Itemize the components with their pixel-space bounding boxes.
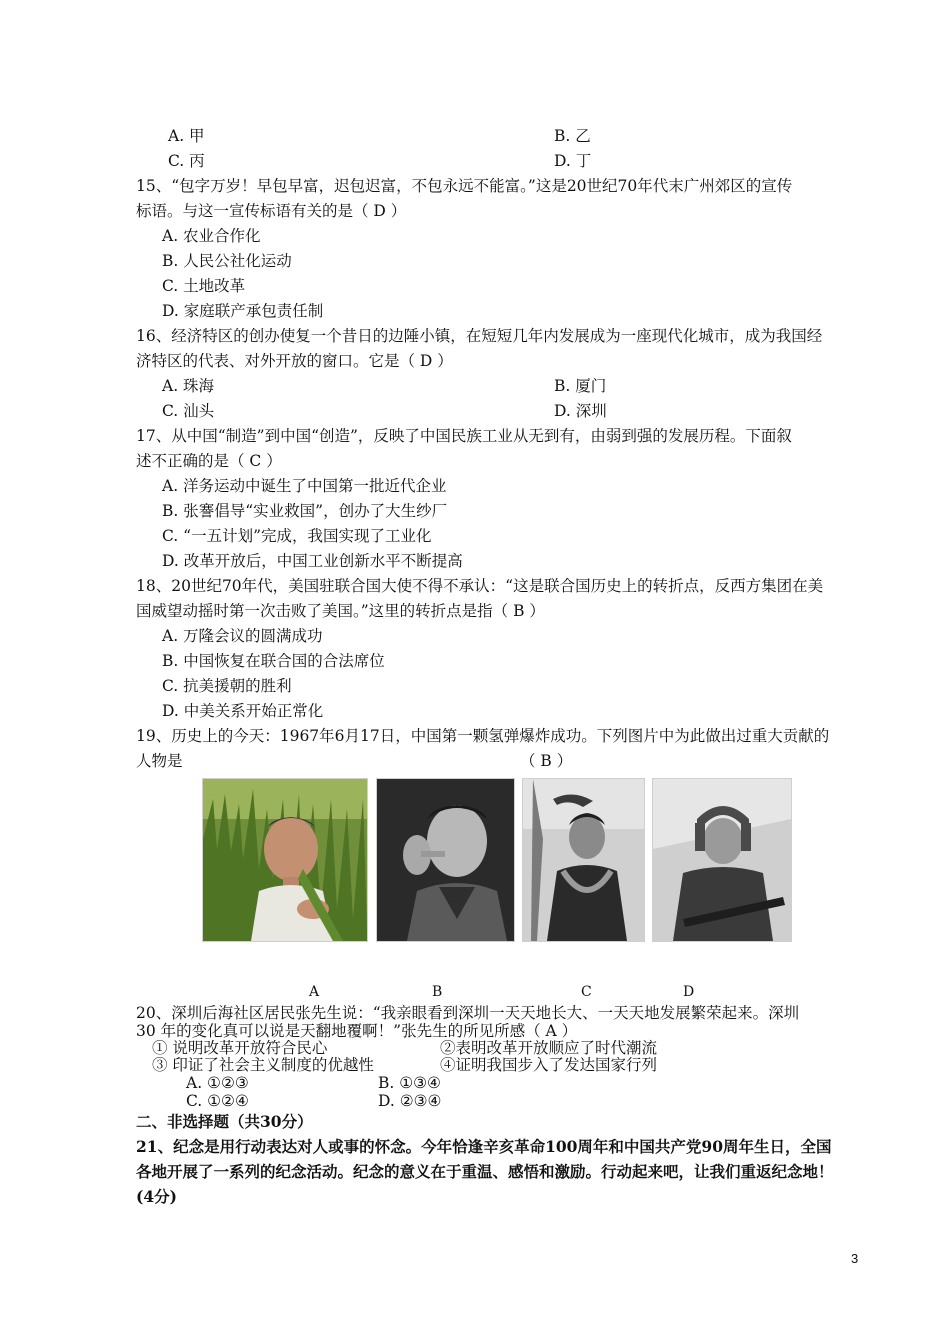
photo-label-c: C [581,984,592,1000]
q20-statement-1: ① 说明改革开放符合民心 [152,1039,328,1057]
q18-option-a: A. 万隆会议的圆满成功 [162,627,323,645]
q21-points: (4分) [136,1187,177,1206]
photo-label-a: A [309,984,320,1000]
q20-statement-4: ④证明我国步入了发达国家行列 [440,1056,658,1074]
photo-d-soldier [652,778,792,942]
q15-text-line1: 15、“包字万岁！早包早富，迟包迟富，不包永远不能富。”这是20世纪70年代末广州郊区的宣传 [136,177,793,195]
q18-option-d: D. 中美关系开始正常化 [162,702,324,720]
photo-label-b: B [432,984,443,1000]
q16-option-c: C. 汕头 [162,402,215,420]
q21-text-line2: 各地开展了一系列的纪念活动。纪念的意义在于重温、感悟和激励。行动起来吧，让我们重返纪念地！ [136,1162,834,1181]
photo-b-image [377,779,514,941]
photo-b-scientist-portrait [376,778,515,942]
photo-c-young-man [522,778,645,942]
q20-option-a: A. ①②③ [186,1074,249,1092]
photo-d-image [653,779,791,941]
photo-c-image [523,779,644,941]
q16-option-d: D. 深圳 [554,402,607,420]
q15-option-b: B. 人民公社化运动 [162,252,292,270]
q20-option-b: B. ①③④ [378,1074,441,1092]
q19-text-line1: 19、历史上的今天：1967年6月17日，中国第一颗氢弹爆炸成功。下列图片中为此做出过重大贡献的 [136,727,830,745]
page-number: 3 [851,1251,859,1266]
q20-statement-3: ③ 印证了社会主义制度的优越性 [152,1056,374,1074]
section-two-heading: 二、非选择题（共30分） [136,1112,313,1131]
q20-option-d: D. ②③④ [378,1092,442,1110]
q17-option-b: B. 张謇倡导“实业救国”，创办了大生纱厂 [162,502,448,520]
q20-statement-2: ②表明改革开放顺应了时代潮流 [440,1039,658,1057]
q16-text-line1: 16、经济特区的创办使复一个昔日的边陲小镇，在短短几年内发展成为一座现代化城市，成为我国经 [136,327,823,345]
q18-text-line2: 国威望动摇时第一次击败了美国。”这里的转折点是指（ B ） [136,602,545,620]
q15-option-d: D. 家庭联产承包责任制 [162,302,324,320]
q15-option-a: A. 农业合作化 [162,227,261,245]
q20-text-line2: 30 年的变化真可以说是天翻地覆啊！”张先生的所见所感（ A ） [136,1022,578,1040]
q19-text-line2: 人物是 [136,752,183,770]
option-b-yi: B. 乙 [554,127,591,145]
photo-a-field-scientist [202,778,368,942]
q15-option-c: C. 土地改革 [162,277,246,295]
q17-text-line2: 述不正确的是（ C ） [136,452,282,470]
q16-text-line2: 济特区的代表、对外开放的窗口。它是（ D ） [136,352,453,370]
option-a-jia: A. 甲 [168,127,205,145]
option-c-bing: C. 丙 [168,152,205,170]
q19-answer: （ B ） [520,752,573,770]
photo-label-d: D [683,984,695,1000]
q16-option-a: A. 珠海 [162,377,215,395]
q20-text-line1: 20、深圳后海社区居民张先生说：“我亲眼看到深圳一天天地长大、一天天地发展繁荣起来。深圳 [136,1004,800,1022]
q17-option-d: D. 改革开放后，中国工业创新水平不断提高 [162,552,463,570]
q18-option-b: B. 中国恢复在联合国的合法席位 [162,652,385,670]
q17-text-line1: 17、从中国“制造”到中国“创造”，反映了中国民族工业从无到有，由弱到强的发展历程。下面叙 [136,427,792,445]
q18-text-line1: 18、20世纪70年代，美国驻联合国大使不得不承认：“这是联合国历史上的转折点，反西方集团在美 [136,577,824,595]
q18-option-c: C. 抗美援朝的胜利 [162,677,292,695]
q21-text-line1: 21、纪念是用行动表达对人或事的怀念。今年恰逢辛亥革命100周年和中国共产党90周年生日，全国 [136,1137,832,1156]
q15-text-line2: 标语。与这一宣传标语有关的是（ D ） [136,202,407,220]
photo-a-image [203,779,367,941]
q16-option-b: B. 厦门 [554,377,607,395]
q17-option-c: C. “一五计划”完成，我国实现了工业化 [162,527,432,545]
option-d-ding: D. 丁 [554,152,592,170]
q20-option-c: C. ①②④ [186,1092,249,1110]
q17-option-a: A. 洋务运动中诞生了中国第一批近代企业 [162,477,447,495]
